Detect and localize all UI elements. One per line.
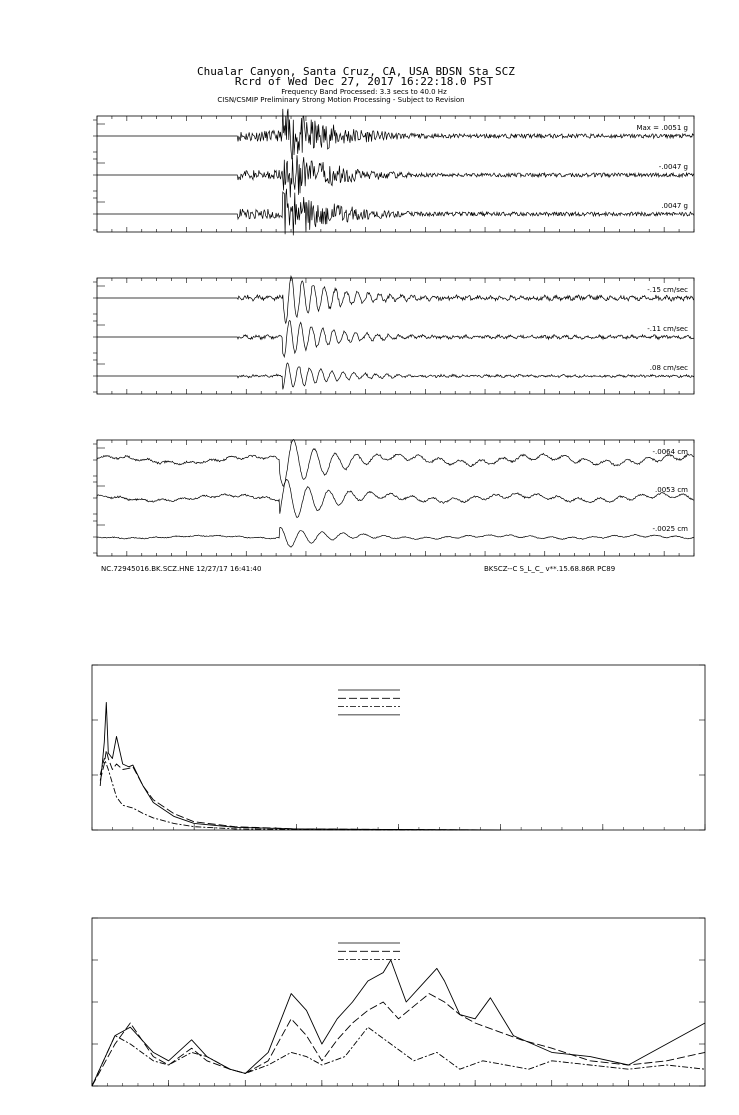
series-line	[100, 759, 501, 831]
peak-value	[650, 364, 688, 372]
trace-line	[97, 321, 694, 357]
footer-left: NC.72945016.BK.SCZ.HNE 12/27/17 16:41:40	[101, 565, 262, 573]
peak-value	[661, 202, 688, 210]
trace-line	[97, 276, 694, 323]
peak-unit: g	[683, 124, 688, 132]
displacement-panel	[93, 440, 694, 557]
trace-line	[97, 440, 694, 487]
series-line	[92, 994, 705, 1086]
peak-value	[655, 486, 688, 494]
trace-line	[97, 155, 694, 197]
peak-number: .0051	[661, 124, 682, 132]
peak-number: -.0025	[652, 525, 676, 533]
peak-unit: cm	[677, 525, 688, 533]
series-line	[100, 702, 501, 830]
series-line	[100, 750, 501, 830]
peak-unit: g	[683, 163, 688, 171]
fourier-spectrum-chart	[92, 918, 705, 1086]
peak-unit: cm/sec	[663, 325, 688, 333]
peak-value	[647, 325, 688, 333]
header-band: Frequency Band Processed: 3.3 secs to 40.0 Hz	[281, 88, 447, 96]
peak-number: -.0064	[652, 448, 676, 456]
trace-line	[97, 363, 694, 390]
peak-number: .0053	[655, 486, 676, 494]
peak-number: .0047	[661, 202, 682, 210]
peak-unit: cm/sec	[663, 364, 688, 372]
peak-unit: cm/sec	[663, 286, 688, 294]
peak-prefix: Max =	[636, 124, 660, 132]
header-note: CISN/CSMIP Preliminary Strong Motion Processing - Subject to Revision	[217, 96, 465, 104]
header-station: Chualar Canyon, Santa Cruz, CA, USA BDSN Sta SCZ	[197, 65, 515, 78]
peak-number: -.11	[647, 325, 661, 333]
peak-value	[659, 163, 688, 171]
peak-unit: cm	[677, 486, 688, 494]
peak-unit: g	[683, 202, 688, 210]
peak-value	[636, 124, 688, 132]
peak-unit: cm	[677, 448, 688, 456]
peak-number: -.0047	[658, 163, 682, 171]
peak-value	[653, 525, 689, 533]
peak-number: .08	[649, 364, 661, 372]
spectral-acceleration-chart	[92, 665, 705, 830]
peak-value	[647, 286, 688, 294]
header-record: Rcrd of Wed Dec 27, 2017 16:22:18.0 PST	[234, 75, 494, 88]
acceleration-panel	[93, 109, 694, 235]
trace-line	[97, 528, 694, 548]
series-line	[92, 1027, 705, 1086]
footer-right: BKSCZ--C S_L_C_ v**.15.68.86R PC89	[484, 565, 616, 573]
trace-line	[97, 479, 694, 517]
peak-number: -.15	[647, 286, 661, 294]
velocity-panel	[93, 276, 694, 394]
